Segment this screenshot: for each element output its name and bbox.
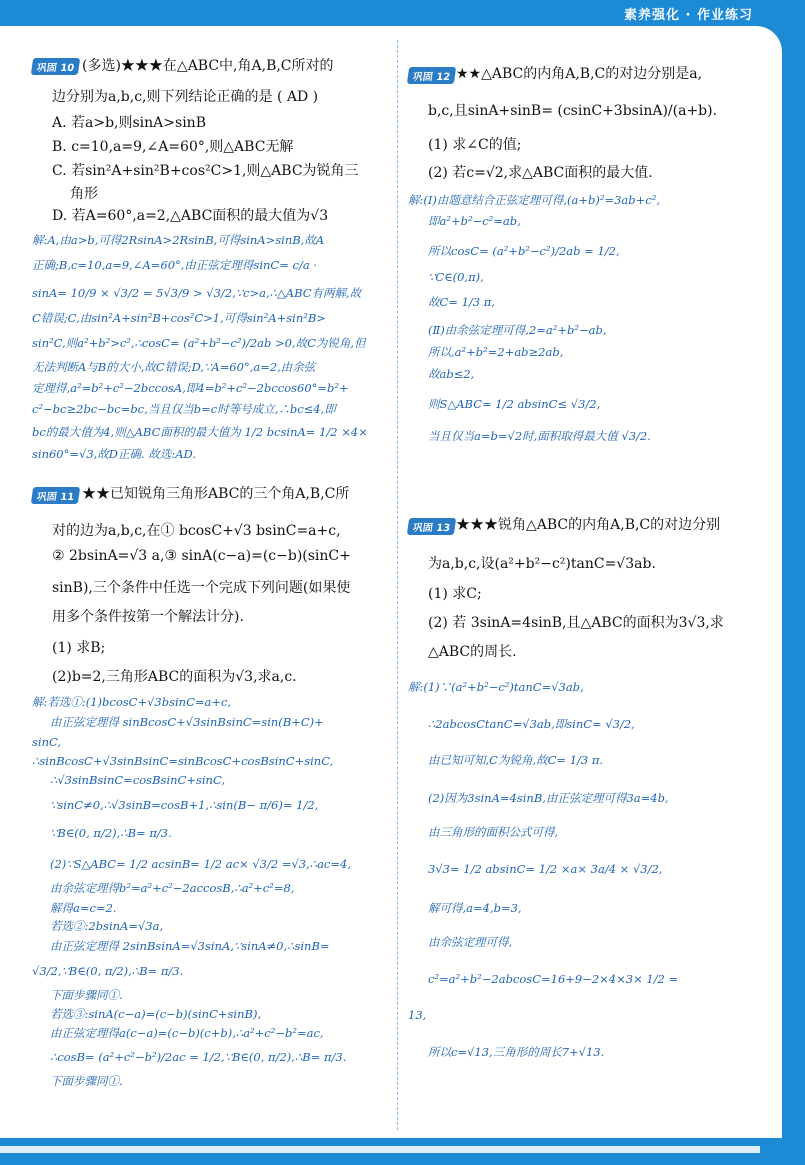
q11-line-5: 用多个条件按第一个解法计分).: [52, 609, 244, 625]
q11-sol-10: 解得a=c=2.: [50, 901, 117, 915]
q11-sol-3: sinC,: [32, 735, 62, 749]
q13-line-1: ★★★锐角△ABC的内角A,B,C的对边分别: [456, 517, 721, 533]
q12-sol-2: 即a²+b²−c²=ab,: [428, 214, 521, 228]
q11-line-2: 对的边为a,b,c,在① bcosC+√3 bsinC=a+c,: [52, 523, 341, 539]
q11-sol-16: 由正弦定理得a(c−a)=(c−b)(c+b),∴a²+c²−b²=ac,: [50, 1026, 324, 1040]
q11-line-3: ② 2bsinA=√3 a,③ sinA(c−a)=(c−b)(sinC+: [52, 548, 351, 564]
q11-sol-18: 下面步骤同①.: [50, 1074, 123, 1088]
q13-line-2: 为a,b,c,设(a²+b²−c²)tanC=√3ab.: [428, 556, 656, 572]
q13-sol-3: 由已知可知,C为锐角,故C= 1/3 π.: [428, 753, 604, 767]
q11-part-2: (2)b=2,三角形ABC的面积为√3,求a,c.: [52, 669, 297, 685]
q13-sol-4: (2)因为3sinA=4sinB,由正弦定理可得3a=4b,: [428, 791, 669, 805]
q11-sol-14: 下面步骤同①.: [50, 988, 123, 1002]
q10-sol-8: c²−bc≥2bc−bc=bc,当且仅当b=c时等号成立,∴bc≤4,即: [32, 402, 336, 416]
q12-sol-5: 故C= 1/3 π,: [428, 295, 495, 309]
q13-sol-6: 3√3= 1/2 absinC= 1/2 ×a× 3a/4 × √3/2,: [428, 862, 663, 876]
q12-sol-6: (Ⅱ)由余弦定理可得,2=a²+b²−ab,: [428, 323, 607, 337]
q13-tag: 巩固 13: [408, 516, 458, 535]
q11-sol-12: 由正弦定理得 2sinBsinA=√3sinA,∵sinA≠0,∴sinB=: [50, 939, 330, 953]
q11-part-1: (1) 求B;: [52, 640, 106, 656]
series-title: 素养强化 · 作业练习: [624, 8, 753, 23]
q11-sol-8: (2)∵S△ABC= 1/2 acsinB= 1/2 ac× √3/2 =√3,∴ac=4,: [50, 857, 351, 871]
q13-sol-9: c²=a²+b²−2abcosC=16+9−2×4×3× 1/2 =: [428, 972, 679, 986]
q11-sol-6: ∵sinC≠0,∴√3sinB=cosB+1,∴sin(B− π/6)= 1/2,: [50, 798, 319, 812]
bottom-bar: [0, 1138, 805, 1165]
q12-tag: 巩固 12: [408, 65, 458, 84]
q11-sol-15: 若选③:sinA(c−a)=(c−b)(sinC+sinB),: [50, 1007, 262, 1021]
q10-sol-7: 定理得,a²=b²+c²−2bccosA,即4=b²+c²−2bccos60°=b²+: [32, 381, 349, 395]
q10-option-b: B. c=10,a=9,∠A=60°,则△ABC无解: [52, 139, 294, 155]
q13-part-2-cont: △ABC的周长.: [428, 644, 517, 660]
q10-tag: 巩固 10: [32, 56, 82, 75]
q13-sol-2: ∴2abcosCtanC=√3ab,即sinC= √3/2,: [428, 717, 635, 731]
q10-sol-5: sin²C,则a²+b²>c²,∴cosC= (a²+b²−c²)/2ab >0,故C为锐角,但: [32, 336, 366, 350]
q10-option-c: C. 若sin²A+sin²B+cos²C>1,则△ABC为锐角三: [52, 163, 359, 179]
q10-sol-10: sin60°=√3,故D正确. 故选:AD.: [32, 447, 196, 461]
q12-line-1: ★★△ABC的内角A,B,C的对边分别是a,: [456, 66, 703, 82]
top-bar: [0, 0, 805, 26]
q11-tag: 巩固 11: [32, 485, 82, 504]
q12-line-2: b,c,且sinA+sinB= (csinC+3bsinA)/(a+b).: [428, 103, 718, 119]
q13-sol-11: 所以c=√13,三角形的周长7+√13.: [428, 1045, 605, 1059]
q10-line-2: 边分别为a,b,c,则下列结论正确的是 ( AD ): [52, 89, 319, 105]
q11-sol-7: ∵B∈(0, π/2),∴B= π/3.: [50, 826, 172, 840]
q10-option-a: A. 若a>b,则sinA>sinB: [52, 115, 206, 131]
q10-sol-9: bc的最大值为4,则△ABC面积的最大值为 1/2 bcsinA= 1/2 ×4×: [32, 425, 368, 439]
q10-sol-1: 解:A,由a>b,可得2RsinA>2RsinB,可得sinA>sinB,故A: [32, 233, 325, 247]
q11-sol-1: 解:若选①:(1)bcosC+√3bsinC=a+c,: [32, 695, 232, 709]
q13-sol-7: 解可得,a=4,b=3,: [428, 901, 522, 915]
q13-sol-1: 解:(1)∵(a²+b²−c²)tanC=√3ab,: [408, 680, 584, 694]
q10-option-c-cont: 角形: [70, 186, 98, 202]
q13-sol-10: 13,: [408, 1008, 427, 1022]
q12-part-2: (2) 若c=√2,求△ABC面积的最大值.: [428, 165, 653, 181]
q13-part-2: (2) 若 3sinA=4sinB,且△ABC的面积为3√3,求: [428, 615, 724, 631]
q11-sol-9: 由余弦定理得b²=a²+c²−2accosB,∴a²+c²=8,: [50, 881, 295, 895]
q10-sol-3: sinA= 10/9 × √3/2 = 5√3/9 > √3/2,∵c>a,∴△ABC有两解,故: [32, 286, 362, 300]
q13-sol-8: 由余弦定理可得,: [428, 935, 513, 949]
q10-sol-6: 无法判断A与B的大小,故C错误;D,∵A=60°,a=2,由余弦: [32, 360, 316, 374]
q11-sol-5: ∴√3sinBsinC=cosBsinC+sinC,: [50, 773, 225, 787]
q11-line-4: sinB),三个条件中任选一个完成下列问题(如果使: [52, 580, 351, 596]
q13-part-1: (1) 求C;: [428, 586, 482, 602]
q12-sol-10: 当且仅当a=b=√2时,面积取得最大值 √3/2.: [428, 429, 651, 443]
bottom-stripe: [0, 1146, 760, 1153]
q12-sol-4: ∵C∈(0,π),: [428, 270, 484, 284]
column-divider: [397, 40, 398, 1130]
q13-sol-5: 由三角形的面积公式可得,: [428, 825, 559, 839]
q10-line-1: (多选)★★★在△ABC中,角A,B,C所对的: [82, 58, 334, 74]
q12-part-1: (1) 求∠C的值;: [428, 137, 522, 153]
q12-sol-8: 故ab≤2,: [428, 367, 475, 381]
q11-sol-4: ∴sinBcosC+√3sinBsinC=sinBcosC+cosBsinC+sinC,: [32, 754, 334, 768]
q11-line-1: ★★已知锐角三角形ABC的三个角A,B,C所: [82, 486, 350, 502]
q12-sol-9: 则S△ABC= 1/2 absinC≤ √3/2,: [428, 397, 601, 411]
q11-sol-2: 由正弦定理得 sinBcosC+√3sinBsinC=sin(B+C)+: [50, 715, 324, 729]
q12-sol-1: 解:(Ⅰ)由题意结合正弦定理可得,(a+b)²=3ab+c²,: [408, 193, 660, 207]
q10-sol-4: C错误;C,由sin²A+sin²B+cos²C>1,可得sin²A+sin²B>: [32, 311, 326, 325]
q10-sol-2: 正确;B,c=10,a=9,∠A=60°,由正弦定理得sinC= c/a ·: [32, 258, 317, 272]
q11-sol-13: √3/2,∵B∈(0, π/2),∴B= π/3.: [32, 964, 184, 978]
q12-sol-7: 所以,a²+b²=2+ab≥2ab,: [428, 345, 564, 359]
q11-sol-11: 若选②:2bsinA=√3a,: [50, 919, 164, 933]
q12-sol-3: 所以cosC= (a²+b²−c²)/2ab = 1/2,: [428, 244, 620, 258]
q11-sol-17: ∴cosB= (a²+c²−b²)/2ac = 1/2,∵B∈(0, π/2),∴B= π/3.: [50, 1050, 347, 1064]
q10-option-d: D. 若A=60°,a=2,△ABC面积的最大值为√3: [52, 208, 329, 224]
